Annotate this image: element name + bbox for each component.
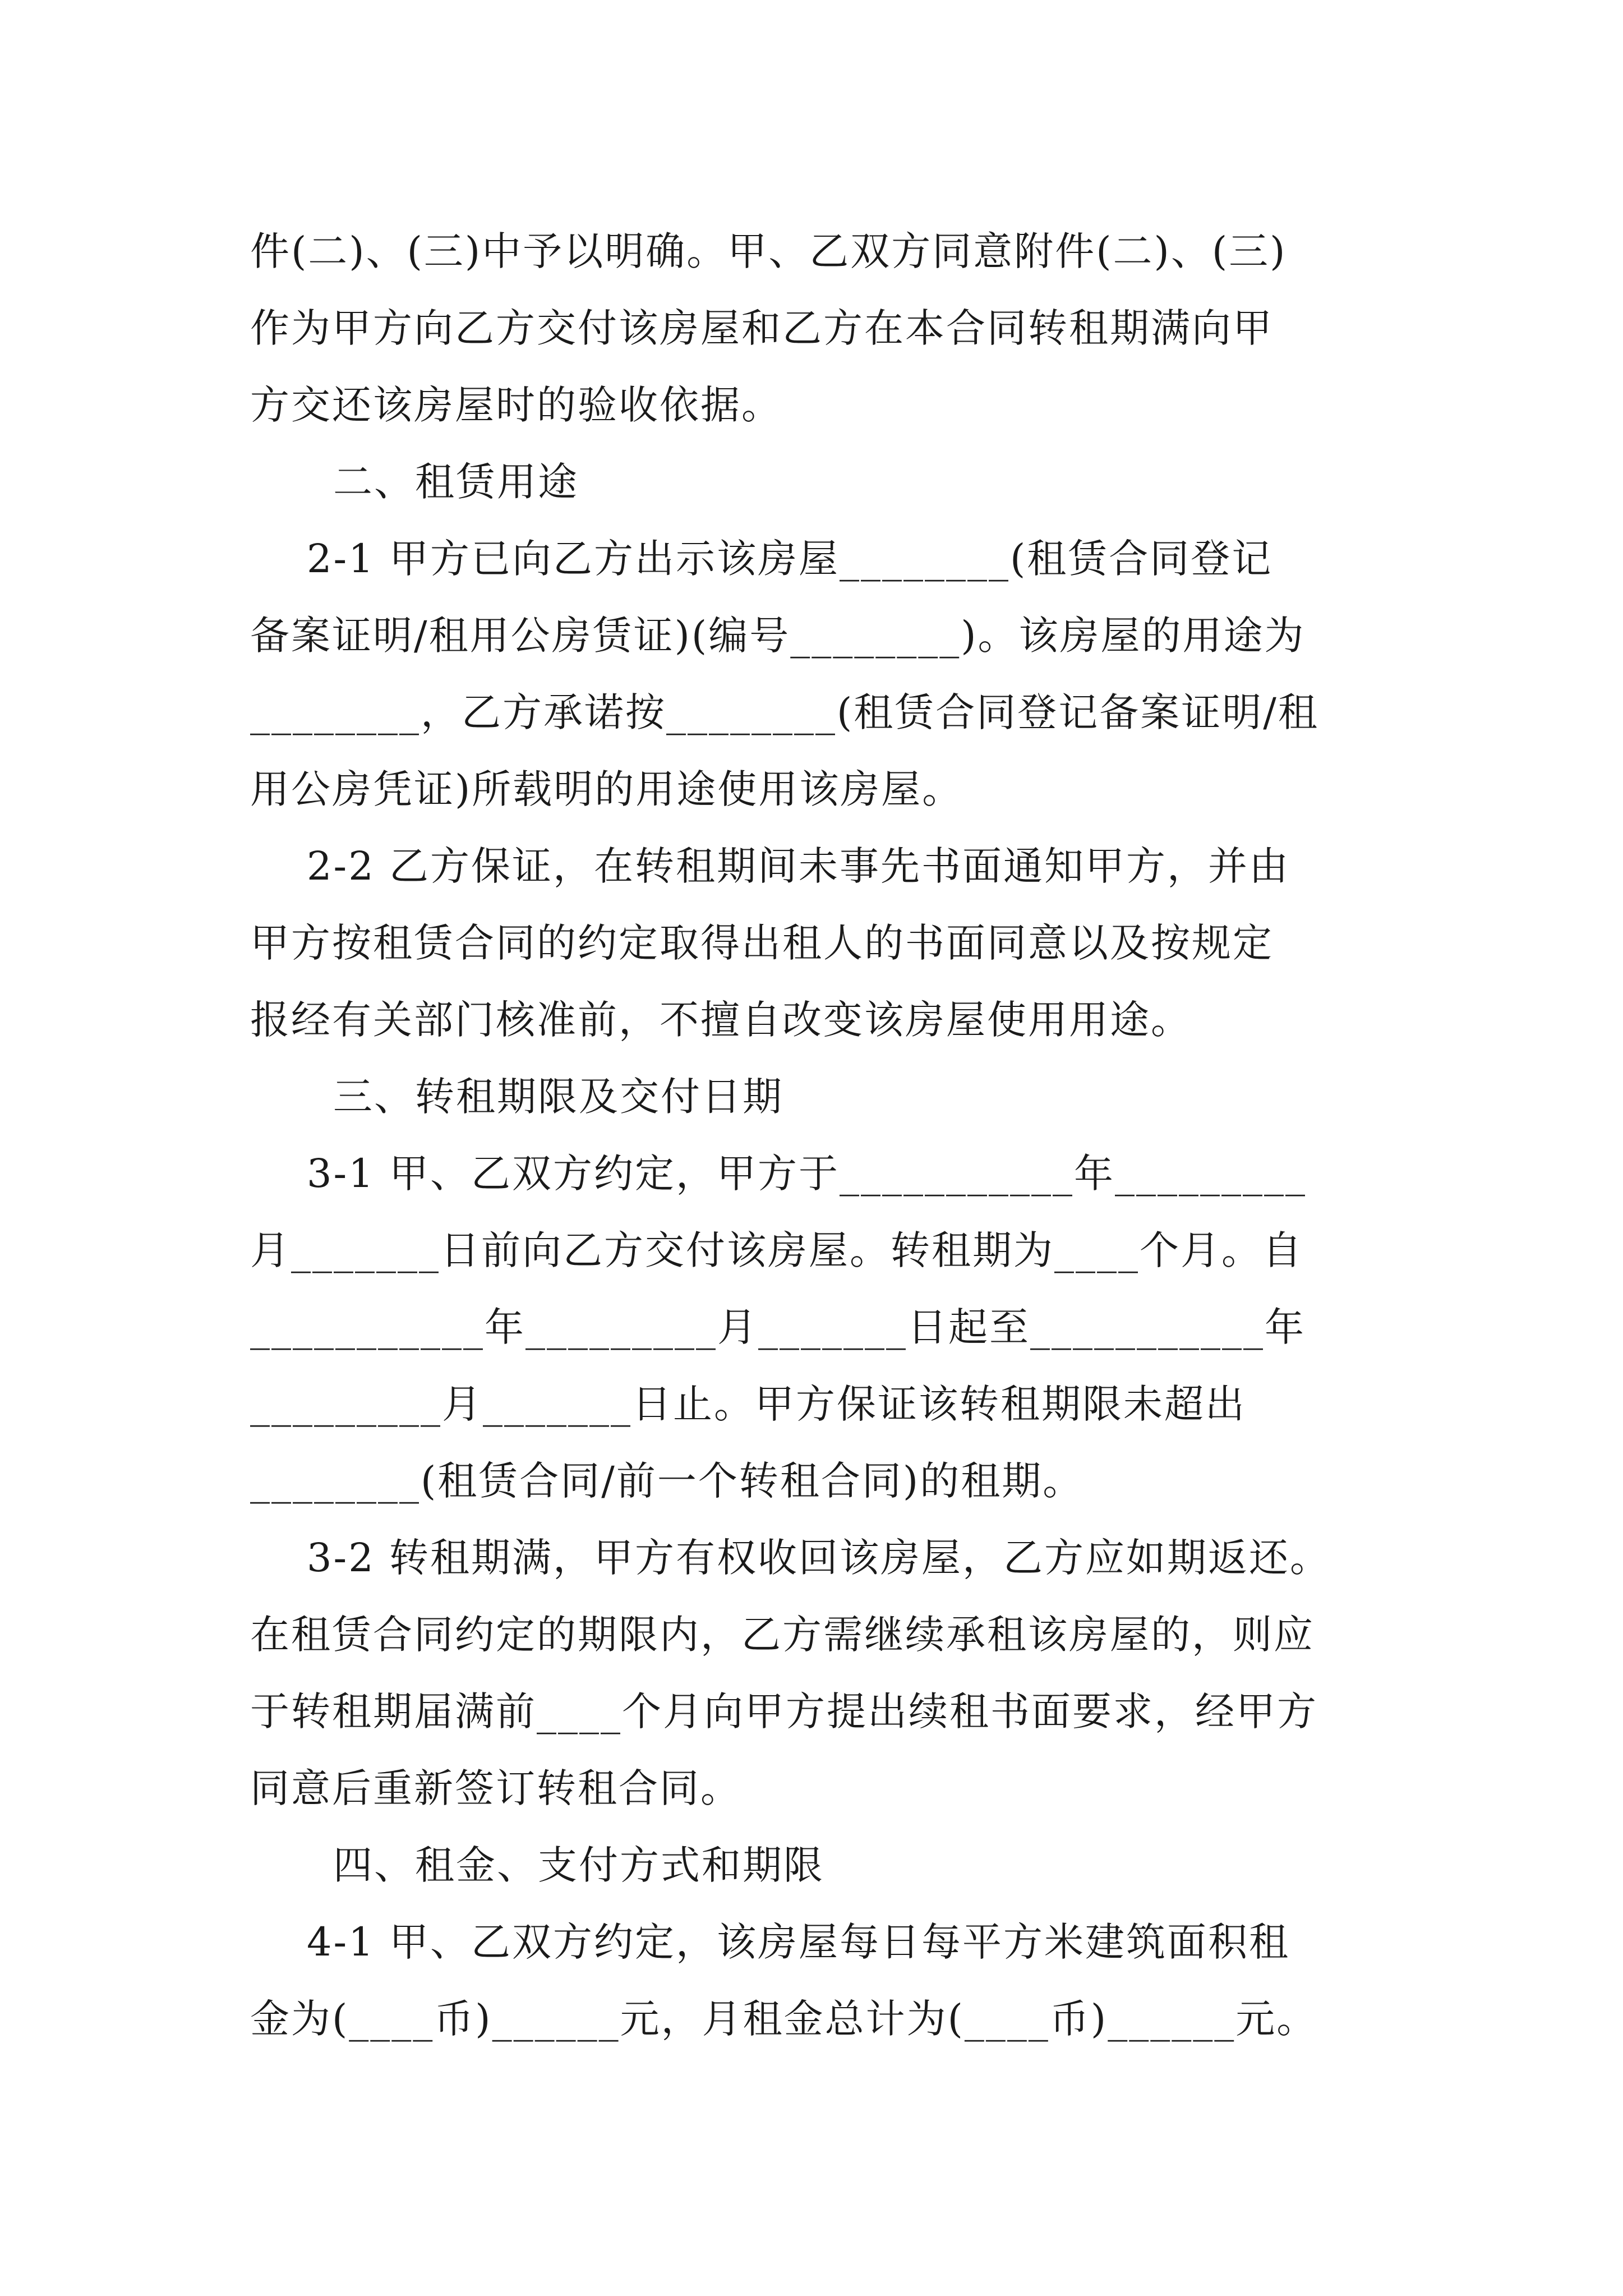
paragraph-line: 件(二)、(三)中予以明确。甲、乙双方同意附件(二)、(三) — [250, 228, 1287, 274]
paragraph-line: _________月_______日止。甲方保证该转租期限未超出 — [250, 1381, 1246, 1427]
paragraph-line: 金为(____币)______元，月租金总计为(____币)______元。 — [250, 1996, 1318, 2042]
paragraph-line: 甲方按租赁合同的约定取得出租人的书面同意以及按规定 — [250, 920, 1274, 966]
paragraph-line: ________，乙方承诺按________(租赁合同登记备案证明/租 — [250, 689, 1319, 735]
paragraph-line: 备案证明/租用公房赁证)(编号________)。该房屋的用途为 — [250, 613, 1306, 659]
document-body — [250, 213, 1377, 2058]
paragraph-line: ________(租赁合同/前一个转租合同)的租期。 — [250, 1458, 1084, 1504]
paragraph-line: 同意后重新签订转租合同。 — [250, 1765, 741, 1811]
paragraph-line: 月_______日前向乙方交付该房屋。转租期为____个月。自 — [250, 1227, 1303, 1273]
paragraph-line: 2-1 甲方已向乙方出示该房屋________(租赁合同登记 — [250, 536, 1273, 582]
paragraph-line: ___________年_________月_______日起至___________年 — [250, 1304, 1306, 1350]
paragraph-line: 用公房凭证)所载明的用途使用该房屋。 — [250, 766, 963, 812]
paragraph-line: 3-1 甲、乙双方约定，甲方于___________年_________ — [250, 1151, 1307, 1197]
paragraph-line: 报经有关部门核准前，不擅自改变该房屋使用用途。 — [250, 997, 1192, 1043]
section-heading-usage: 二、租赁用途 — [333, 459, 579, 505]
section-heading-rent: 四、租金、支付方式和期限 — [333, 1842, 824, 1888]
paragraph-line: 在租赁合同约定的期限内，乙方需继续承租该房屋的，则应 — [250, 1612, 1315, 1658]
paragraph-line: 方交还该房屋时的验收依据。 — [250, 382, 782, 428]
paragraph-line: 作为甲方向乙方交付该房屋和乙方在本合同转租期满向甲 — [250, 305, 1274, 351]
paragraph-line: 4-1 甲、乙双方约定，该房屋每日每平方米建筑面积租 — [250, 1919, 1290, 1965]
paragraph-line: 2-2 乙方保证，在转租期间未事先书面通知甲方，并由 — [250, 843, 1290, 889]
paragraph-line: 于转租期届满前____个月向甲方提出续租书面要求，经甲方 — [250, 1688, 1318, 1734]
paragraph-line: 3-2 转租期满，甲方有权收回该房屋，乙方应如期返还。 — [250, 1535, 1331, 1581]
section-heading-term: 三、转租期限及交付日期 — [333, 1074, 783, 1120]
